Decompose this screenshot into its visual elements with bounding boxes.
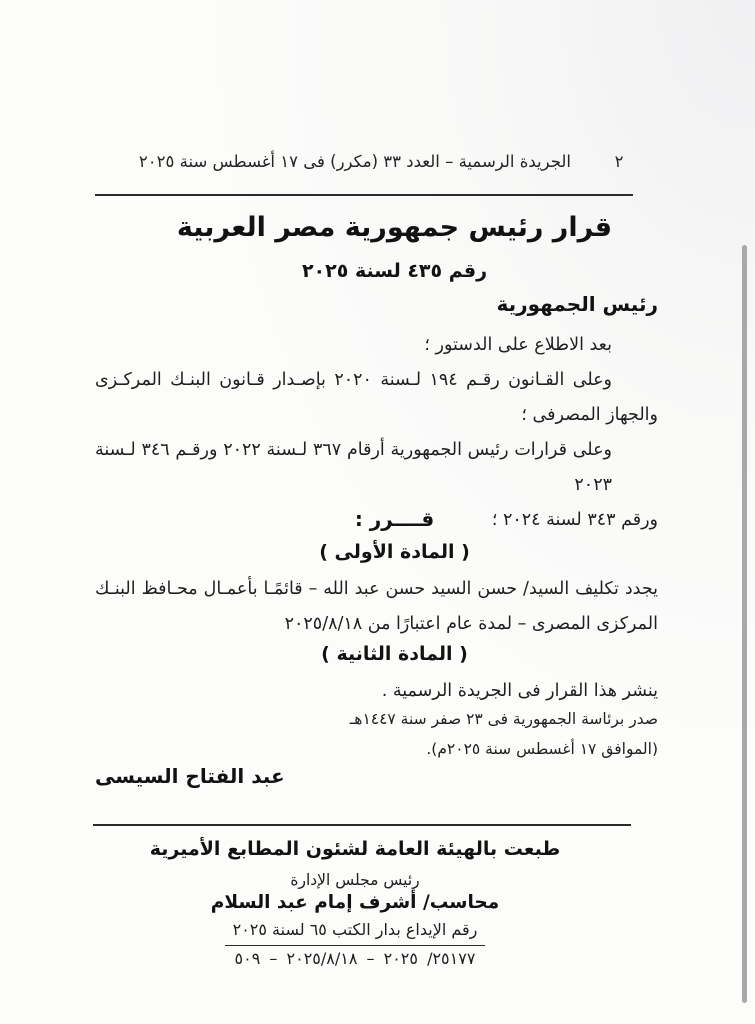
article-two-heading: ( المادة الثانية )	[321, 643, 468, 665]
preamble-line: بعد الاطلاع على الدستور ؛	[424, 335, 612, 355]
article-one-line: يجدد تكليف السيد/ حسن السيد حسن عبد الله – قائمًـا بأعمـال محـافظ البنـك	[95, 579, 658, 599]
preamble-line: والجهاز المصرفى ؛	[521, 405, 658, 425]
gazette-header-title: الجريدة الرسمية – العدد ٣٣ (مكرر) فى ١٧ أغسطس سنة ٢٠٢٥	[138, 152, 571, 171]
preamble-line: وعلى القـانون رقـم ١٩٤ لـسنة ٢٠٢٠ بإصـدار قـانون البنـك المركـزى	[95, 370, 613, 390]
issuer-heading: رئيس الجمهورية	[496, 292, 658, 316]
deposit-number-text: رقم الإيداع بدار الكتب ٦٥ لسنة ٢٠٢٥	[225, 919, 486, 946]
president-signature: عبد الفتاح السيسى	[95, 764, 285, 788]
decree-number: رقم ٤٣٥ لسنة ٢٠٢٥	[301, 260, 488, 282]
publication-line: ينشر هذا القرار فى الجريدة الرسمية .	[381, 681, 658, 701]
page-header	[95, 152, 633, 182]
chairman-name: محاسب/ أشرف إمام عبد السلام	[210, 892, 500, 913]
decree-title: قرار رئيس جمهورية مصر العربية	[176, 212, 613, 243]
preamble-line: ورقم ٣٤٣ لسنة ٢٠٢٤ ؛	[491, 510, 658, 530]
deposit-number-line	[95, 919, 615, 946]
scrollbar-thumb[interactable]	[742, 245, 747, 1003]
printing-authority-line: طبعت بالهيئة العامة لشئون المطابع الأميرية	[149, 838, 561, 860]
issue-date-hijri: صدر برئاسة الجمهورية فى ٢٣ صفر سنة ١٤٤٧هـ	[349, 710, 658, 728]
print-job-numbers: ٥٠٩ – ٢٠٢٥/٨/١٨ – ٢٠٢٥ /٢٥١٧٧	[234, 949, 476, 968]
article-one-line-text: المركزى المصرى – لمدة عام اعتبارًا من	[362, 614, 658, 634]
issue-date-gregorian: (الموافق ١٧ أغسطس سنة ٢٠٢٥م).	[426, 740, 658, 758]
decided-label: قــــرر :	[354, 507, 435, 531]
chairman-title: رئيس مجلس الإدارة	[290, 871, 420, 889]
effective-date: ٢٠٢٥/٨/١٨	[284, 614, 363, 634]
article-one-heading: ( المادة الأولى )	[319, 541, 470, 563]
preamble-line: وعلى قرارات رئيس الجمهورية أرقام ٣٦٧ لـسنة ٢٠٢٢ ورقـم ٣٤٦ لـسنة ٢٠٢٣	[95, 440, 612, 495]
article-one-line	[95, 607, 658, 642]
footer-rule	[93, 824, 631, 826]
header-rule	[95, 194, 633, 196]
page-number: ٢	[614, 152, 624, 171]
